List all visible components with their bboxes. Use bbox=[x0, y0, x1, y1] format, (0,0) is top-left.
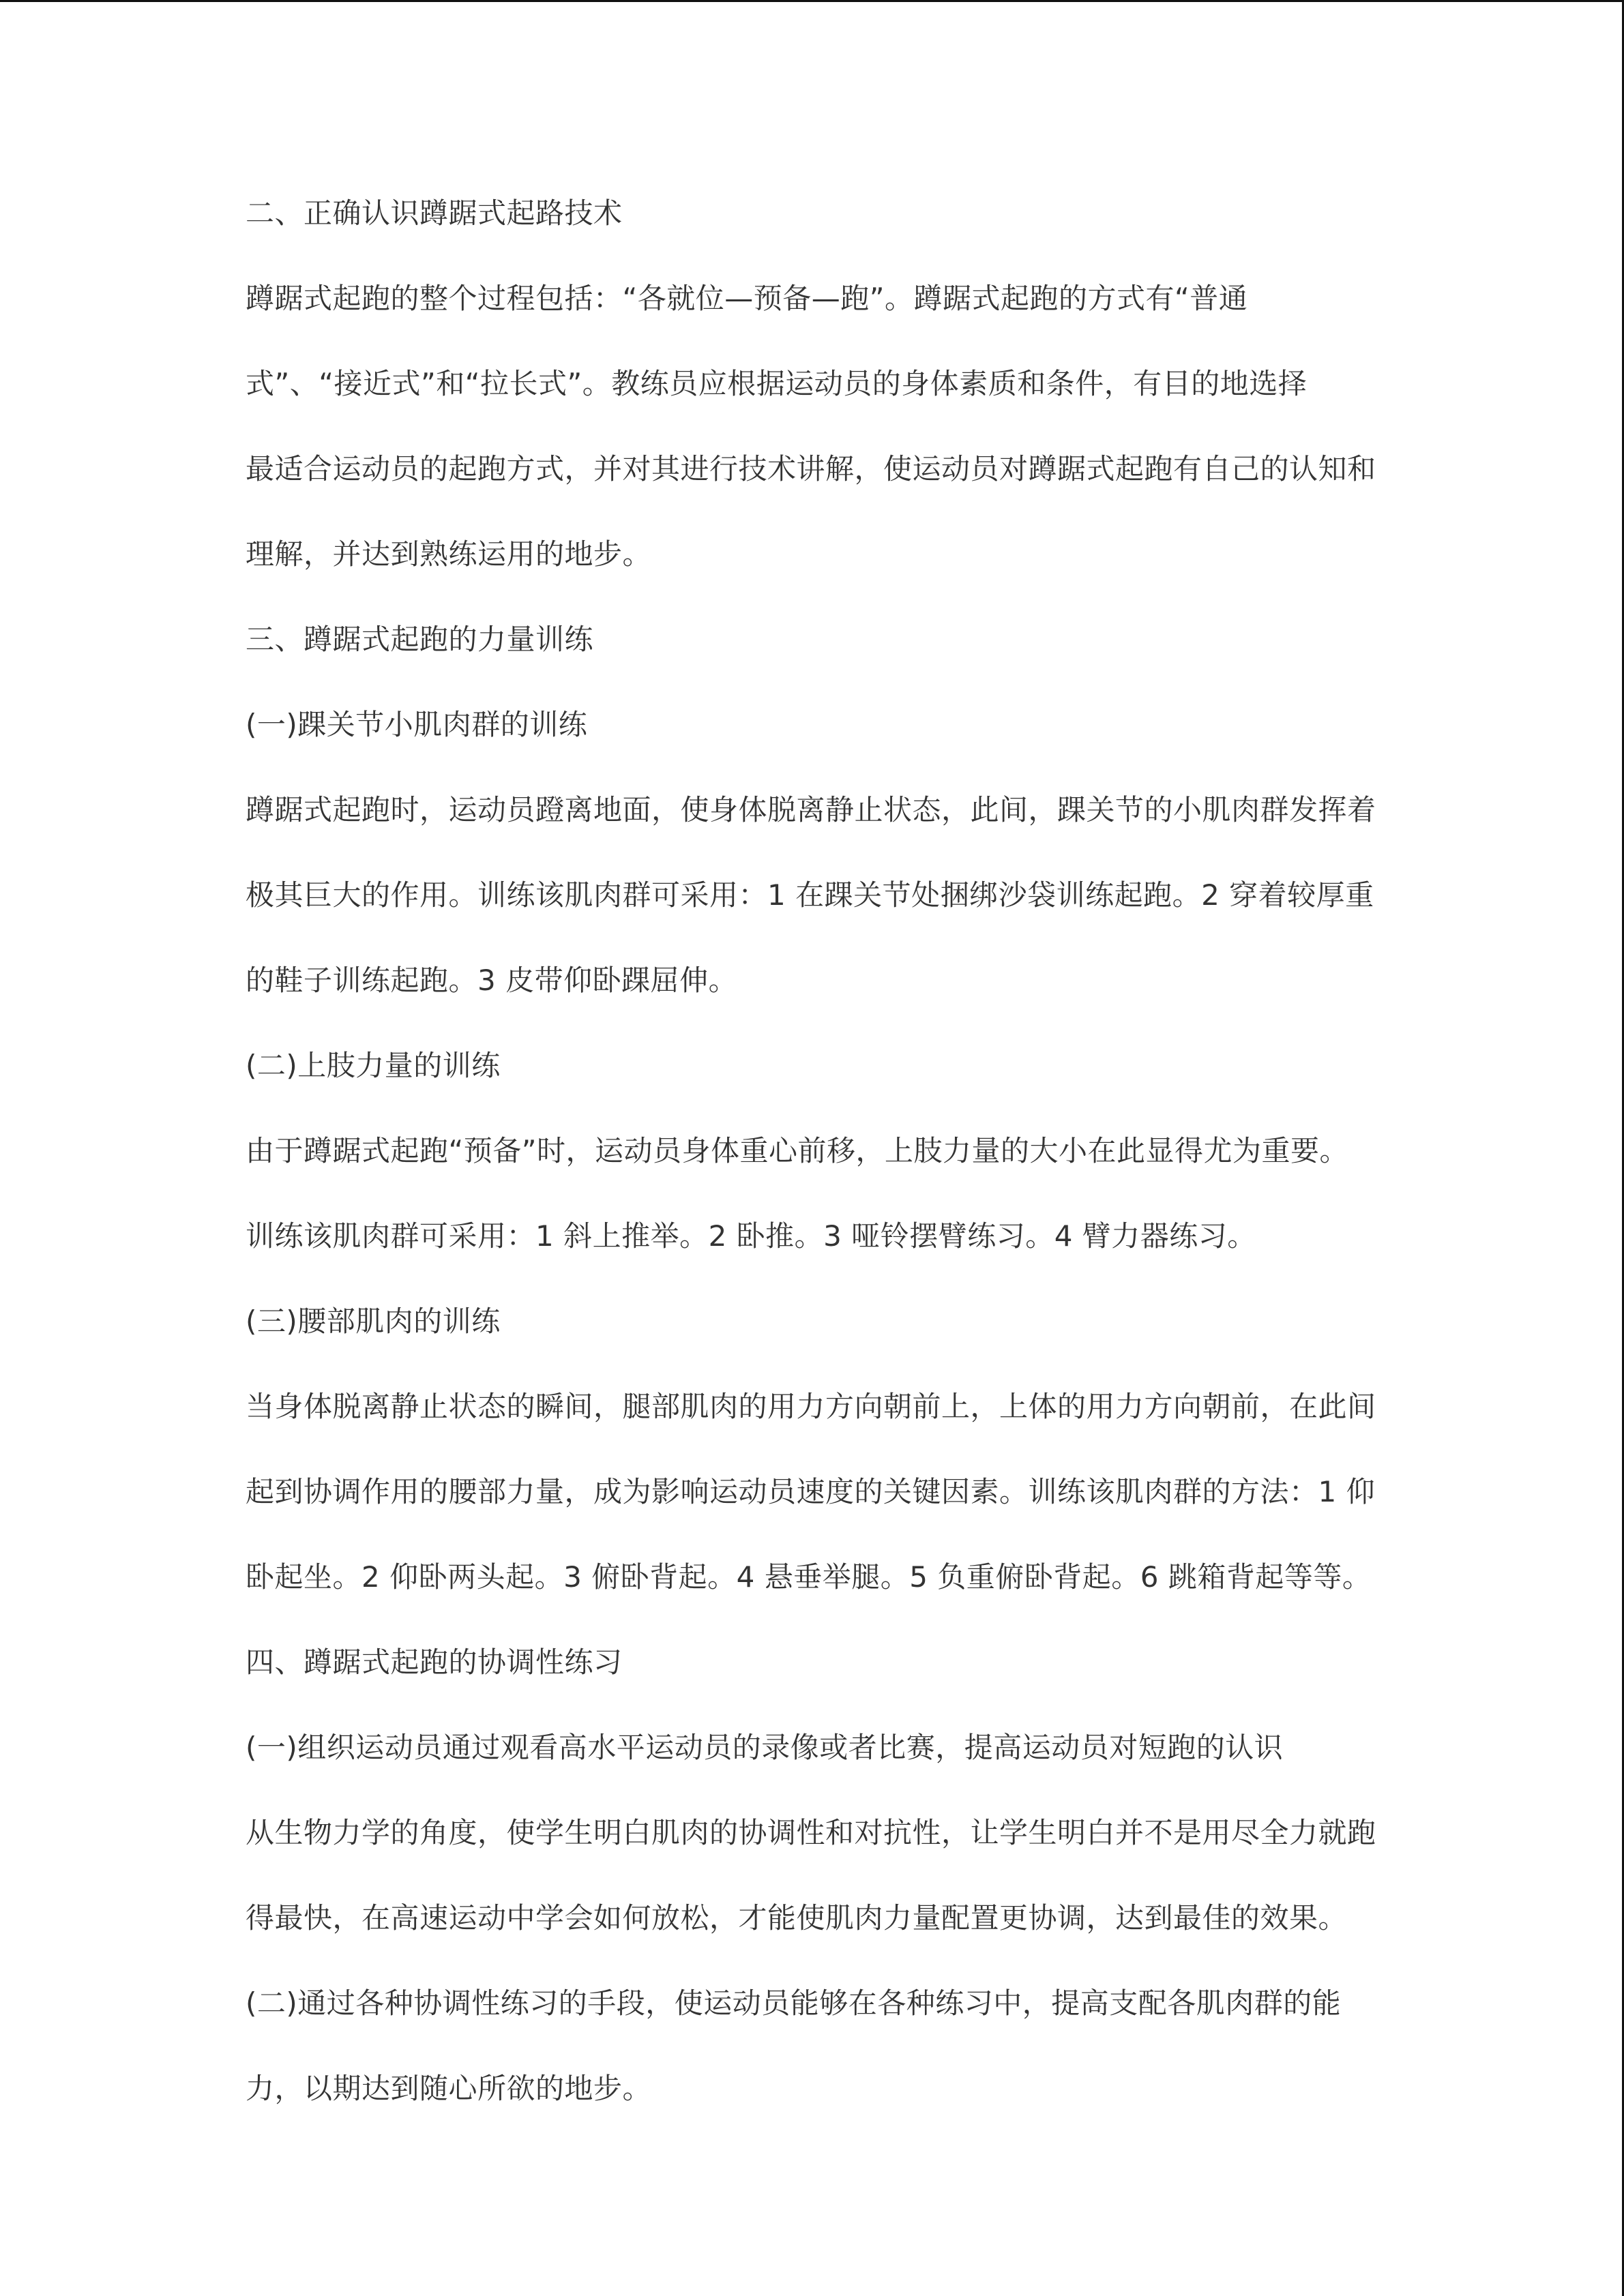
paragraph-line: 理解，并达到熟练运用的地步。 bbox=[246, 537, 652, 571]
heading-section-2: 二、正确认识蹲踞式起路技术 bbox=[246, 196, 623, 230]
paragraph-line: 起到协调作用的腰部力量，成为影响运动员速度的关键因素。训练该肌肉群的方法：1 仰 bbox=[246, 1475, 1376, 1508]
paragraph-line: 极其巨大的作用。训练该肌肉群可采用：1 在踝关节处捆绑沙袋训练起跑。2 穿着较厚重 bbox=[246, 878, 1374, 912]
paragraph-line: 的鞋子训练起跑。3 皮带仰卧踝屈伸。 bbox=[246, 964, 738, 997]
top-border bbox=[0, 0, 1624, 2]
subheading-video: (一)组织运动员通过观看高水平运动员的录像或者比赛，提高运动员对短跑的认识 bbox=[246, 1731, 1284, 1764]
paragraph-line: 式”、“接近式”和“拉长式”。教练员应根据运动员的身体素质和条件，有目的地选择 bbox=[246, 367, 1308, 400]
paragraph-line: 得最快，在高速运动中学会如何放松，才能使肌肉力量配置更协调，达到最佳的效果。 bbox=[246, 1901, 1348, 1935]
paragraph-line: 训练该肌肉群可采用：1 斜上推举。2 卧推。3 哑铃摆臂练习。4 臂力器练习。 bbox=[246, 1219, 1256, 1253]
paragraph-line: 力，以期达到随心所欲的地步。 bbox=[246, 2072, 652, 2105]
paragraph-line: 由于蹲踞式起跑“预备”时，运动员身体重心前移，上肢力量的大小在此显得尤为重要。 bbox=[246, 1134, 1349, 1167]
heading-section-4: 四、蹲踞式起跑的协调性练习 bbox=[246, 1645, 623, 1679]
subheading-upper-limb: (二)上肢力量的训练 bbox=[246, 1049, 501, 1082]
paragraph-line: 最适合运动员的起跑方式，并对其进行技术讲解，使运动员对蹲踞式起跑有自己的认知和 bbox=[246, 452, 1376, 486]
document-page bbox=[246, 170, 1378, 2131]
subheading-waist: (三)腰部肌肉的训练 bbox=[246, 1304, 501, 1338]
paragraph-line: 蹲踞式起跑的整个过程包括：“各就位—预备—跑”。蹲踞式起跑的方式有“普通 bbox=[246, 282, 1248, 315]
paragraph-line: 卧起坐。2 仰卧两头起。3 俯卧背起。4 悬垂举腿。5 负重俯卧背起。6 跳箱背起等等。 bbox=[246, 1560, 1372, 1594]
subheading-ankle: (一)踝关节小肌肉群的训练 bbox=[246, 708, 588, 741]
paragraph-line: 蹲踞式起跑时，运动员蹬离地面，使身体脱离静止状态，此间，踝关节的小肌肉群发挥着 bbox=[246, 793, 1376, 826]
paragraph-line: 从生物力学的角度，使学生明白肌肉的协调性和对抗性，让学生明白并不是用尽全力就跑 bbox=[246, 1816, 1376, 1849]
paragraph-line: 当身体脱离静止状态的瞬间，腿部肌肉的用力方向朝前上，上体的用力方向朝前，在此间 bbox=[246, 1390, 1376, 1423]
paragraph-line: (二)通过各种协调性练习的手段，使运动员能够在各种练习中，提高支配各肌肉群的能 bbox=[246, 1986, 1342, 2020]
heading-section-3: 三、蹲踞式起跑的力量训练 bbox=[246, 623, 594, 656]
